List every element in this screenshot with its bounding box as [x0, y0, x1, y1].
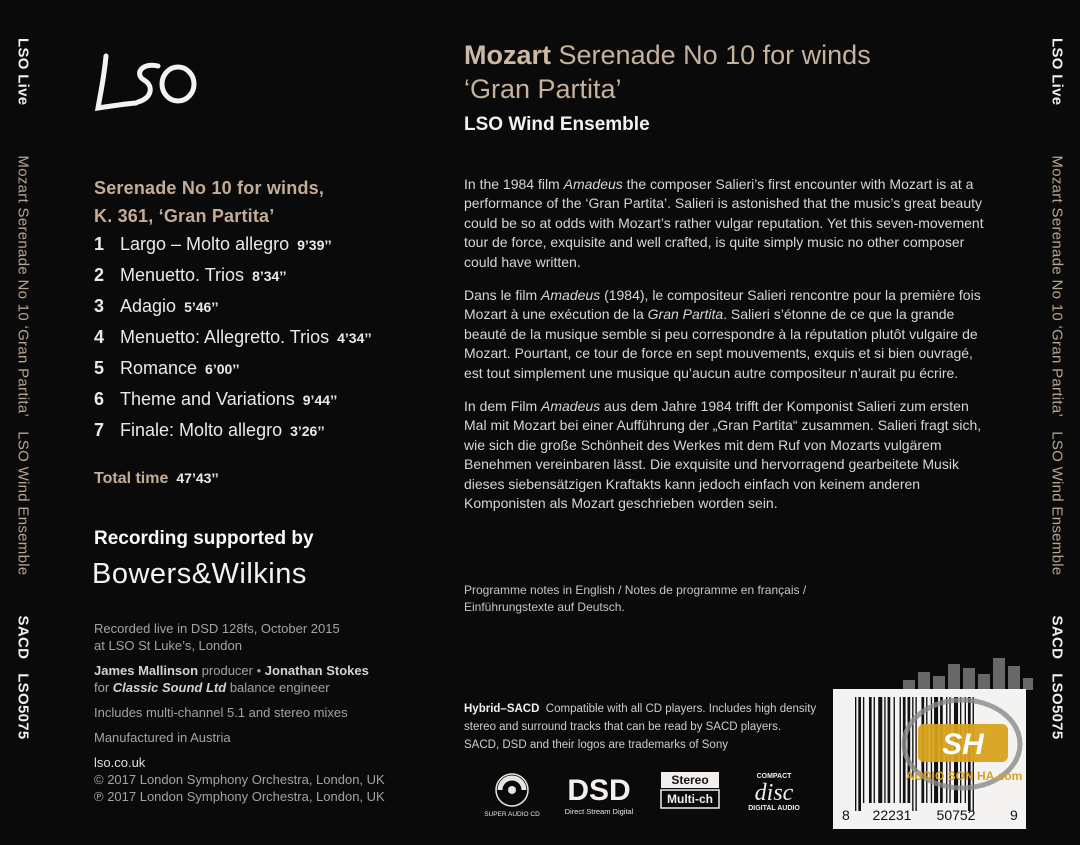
spine-performer: LSO Wind Ensemble	[1048, 431, 1066, 576]
track-item	[94, 265, 372, 296]
phonogram-line: ℗ 2017 London Symphony Orchestra, London, UK	[94, 789, 385, 804]
for-text: for	[94, 680, 110, 695]
svg-text:AUDIO SON HA.com: AUDIO SON HA.com	[905, 769, 1023, 783]
spine-title: Mozart Serenade No 10 ‘Gran Partita’	[1048, 155, 1066, 418]
svg-text:DIGITAL AUDIO: DIGITAL AUDIO	[748, 805, 800, 812]
svg-text:9: 9	[1010, 807, 1018, 823]
track-number: 5	[94, 358, 105, 378]
track-duration: 5’46’’	[184, 299, 219, 315]
composer-name: Mozart	[464, 40, 551, 70]
producer-role: producer	[201, 663, 253, 678]
svg-text:SH: SH	[942, 728, 984, 761]
barcode-bar	[858, 697, 861, 811]
compact-disc-logo	[748, 773, 800, 812]
barcode-bar	[878, 697, 882, 803]
notes-english: In the 1984 film Amadeus the composer Salieri’s first encounter with Mozart is at a performance of the ‘Gran Partita’. Salieri is astonished that the music’s great beauty could be so at odds with Mozart’s rather vulgar reputation. Yet this seven-movement tour de force, exquisite and well crafted, is quite simply music no other composer could have written.	[464, 176, 984, 270]
sponsor-name-a: Bowers	[92, 558, 192, 590]
right-spine	[1034, 0, 1080, 845]
track-item	[94, 358, 372, 389]
sponsor-heading: Recording supported by	[94, 528, 314, 549]
format-logos	[462, 770, 822, 820]
work-title-line2: K. 361, ‘Gran Partita’	[94, 206, 275, 226]
engineer-name: Jonathan Stokes	[264, 663, 369, 678]
track-duration: 4’34’’	[337, 330, 372, 346]
programme-languages: Programme notes in English / Notes de programme en français / Einführungstexte auf Deutsch.	[464, 583, 807, 614]
right-spine-text	[1049, 38, 1066, 740]
lso-logo	[92, 48, 202, 118]
svg-text:Multi-ch: Multi-ch	[667, 792, 713, 806]
spine-title: Mozart Serenade No 10 ‘Gran Partita’	[14, 155, 32, 418]
track-number: 7	[94, 420, 105, 440]
heading-title: Serenade No 10 for winds	[558, 40, 871, 70]
track-number: 3	[94, 296, 105, 316]
track-duration: 9’44’’	[302, 392, 338, 408]
barcode-bar	[855, 697, 856, 811]
track-number: 1	[94, 234, 105, 254]
track-number: 6	[94, 389, 105, 409]
track-title: Menuetto. Trios	[120, 265, 245, 285]
track-duration: 3’26’’	[290, 423, 325, 439]
track-list	[94, 234, 372, 451]
svg-text:COMPACT: COMPACT	[756, 773, 792, 780]
track-duration: 8’34’’	[252, 268, 287, 284]
track-item	[94, 296, 372, 327]
svg-text:Direct Stream Digital: Direct Stream Digital	[564, 807, 634, 816]
sponsor-ampersand: &	[191, 558, 212, 590]
total-time-value: 47’43’’	[176, 470, 219, 486]
track-title: Adagio	[120, 296, 177, 316]
recorded-line2: at LSO St Luke’s, London	[94, 638, 242, 653]
track-item	[94, 234, 372, 265]
spine-performer: LSO Wind Ensemble	[14, 431, 32, 576]
barcode-bar	[874, 697, 875, 803]
dsd-logo	[565, 774, 634, 816]
barcode-bar	[894, 697, 895, 803]
mixes-line: Includes multi-channel 5.1 and stereo mixes	[94, 705, 348, 720]
track-title: Theme and Variations	[120, 389, 295, 409]
producer-name: James Mallinson	[94, 663, 199, 678]
svg-text:50752: 50752	[936, 807, 976, 823]
svg-text:SUPER AUDIO CD: SUPER AUDIO CD	[484, 811, 540, 818]
spine-catalog: LSO5075	[1048, 673, 1066, 740]
sacd-label: Hybrid–SACD	[464, 703, 540, 715]
track-title: Menuetto: Allegretto. Trios	[120, 327, 330, 347]
track-number: 4	[94, 327, 105, 347]
total-time-label: Total time	[94, 470, 169, 487]
sponsor-logo	[92, 558, 307, 591]
notes-french: Dans le film Amadeus (1984), le compositeur Salieri rencontre pour la première fois Mozart à une exécution de la Gran Partita. Salieri s’étonne de ce que la grande beauté de la musique semble si peu correspondre à la réputation plutôt vulgaire de Mozart. Pourtant, ce tour de force en sept mouvements, exquis et si bien ouvragé, est tout simplement une musique qu’aucun autre compositeur n’aurait pu écrire.	[464, 287, 981, 381]
manufactured-line: Manufactured in Austria	[94, 730, 231, 745]
svg-text:disc: disc	[754, 780, 794, 806]
spine-label: LSO Live	[14, 38, 32, 106]
left-spine-text	[15, 38, 32, 740]
sacd-logo	[484, 774, 540, 818]
sacd-description: Compatible with all CD players. Includes high density stereo and surround tracks that can be read by SACD players. SACD, DSD and their logos are trademarks of Sony	[464, 703, 817, 751]
spine-format: SACD	[14, 615, 32, 660]
left-spine	[0, 0, 46, 845]
ensemble-name: LSO Wind Ensemble	[464, 114, 650, 135]
programme-notes	[464, 175, 994, 528]
engineer-line	[94, 679, 385, 696]
track-number: 2	[94, 265, 105, 285]
website-link[interactable]: lso.co.uk	[94, 755, 146, 770]
track-title: Largo – Molto allegro	[120, 234, 290, 254]
track-title: Finale: Molto allegro	[120, 420, 283, 440]
svg-text:Stereo: Stereo	[671, 773, 709, 787]
company-name: Classic Sound Ltd	[112, 680, 227, 695]
track-item	[94, 327, 372, 358]
barcode-bar	[863, 697, 864, 803]
work-title-line1: Serenade No 10 for winds,	[94, 178, 325, 198]
track-item	[94, 389, 372, 420]
spine-format: SACD	[1048, 615, 1066, 660]
credit-separator: •	[256, 663, 262, 678]
work-title	[94, 174, 324, 230]
total-time	[94, 470, 219, 488]
stereo-multich-logo	[661, 772, 719, 808]
barcode-bar	[884, 697, 885, 803]
spine-catalog: LSO5075	[14, 673, 32, 740]
svg-text:8: 8	[842, 807, 850, 823]
spine-label: LSO Live	[1048, 38, 1066, 106]
producer-line	[94, 662, 385, 679]
track-item	[94, 420, 372, 451]
barcode-bar	[869, 697, 872, 803]
watermark-logo	[900, 694, 1028, 799]
copyright-line: © 2017 London Symphony Orchestra, London, UK	[94, 772, 385, 787]
engineer-role: balance engineer	[229, 680, 330, 695]
album-heading	[464, 38, 871, 106]
barcode-bar	[888, 697, 891, 803]
notes-german: In dem Film Amadeus aus dem Jahre 1984 trifft der Komponist Salieri zum ersten Mal mit Mozart bei einer Aufführung der „Gran Partita“ zusammen. Salieri fragt sich, wie sich die große Schönheit des Werkes mit dem Ruf von Mozarts vulgärem Benehmen vereinbaren lässt. Die exquisite und hervorragend gearbeitete Musik dieses siebensätzigen Kraftakts kann jedoch einfach von keinem anderen Komponisten als Mozart geschrieben worden sein.	[464, 398, 982, 512]
track-title: Romance	[120, 358, 198, 378]
recorded-line1: Recorded live in DSD 128fs, October 2015	[94, 621, 340, 636]
sacd-info	[464, 700, 819, 754]
svg-text:22231: 22231	[872, 807, 912, 823]
track-duration: 6’00’’	[205, 361, 240, 377]
credits	[94, 620, 385, 805]
heading-subtitle: ‘Gran Partita’	[464, 74, 622, 104]
track-duration: 9’39’’	[297, 237, 332, 253]
svg-text:DSD: DSD	[567, 774, 631, 807]
sponsor-name-b: Wilkins	[211, 558, 307, 590]
